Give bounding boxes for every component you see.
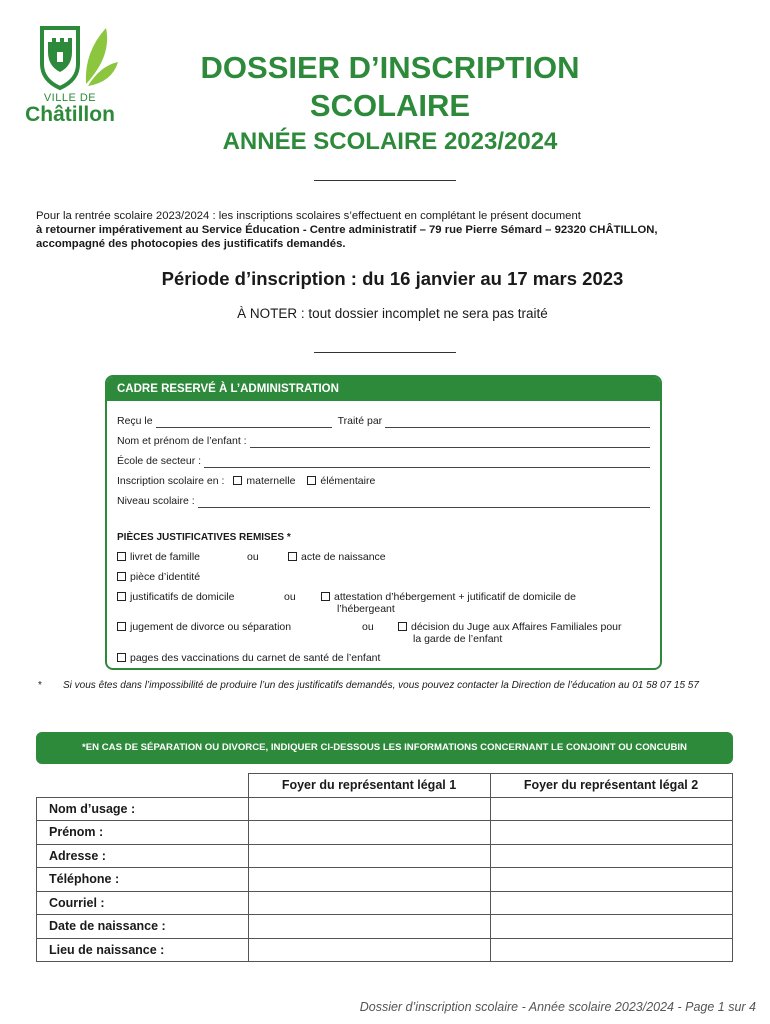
input-cell-representative-1[interactable] [248,915,490,939]
row-label: Téléphone : [37,868,249,892]
attestation-item [321,591,576,603]
input-cell-representative-2[interactable] [490,797,732,821]
table-row [37,891,733,915]
niveau-field[interactable] [198,497,650,508]
column-header-2: Foyer du représentant légal 2 [490,774,732,798]
table-header-row [37,774,733,798]
elementaire-checkbox[interactable] [307,476,316,485]
pieces-title: PIÈCES JUSTIFICATIVES REMISES * [117,532,291,543]
decision-label-2: la garde de l’enfant [413,633,503,645]
ou-label: ou [247,551,259,563]
page-title-line1: DOSSIER D’INSCRIPTION [200,50,580,85]
row-label: Lieu de naissance : [37,938,249,962]
input-cell-representative-1[interactable] [248,891,490,915]
footnote-star: * [38,680,42,691]
input-cell-representative-1[interactable] [248,938,490,962]
recu-label: Reçu le [117,415,153,427]
row-label: Date de naissance : [37,915,249,939]
livret-label: livret de famille [130,551,201,563]
livret-checkbox[interactable] [117,552,126,561]
ecole-row [117,454,650,468]
livret-item [117,551,200,563]
intro-bold-line2: accompagné des photocopies des justificatifs demandés. [36,238,346,250]
input-cell-representative-2[interactable] [490,938,732,962]
elementaire-label: élémentaire [320,475,376,487]
inscription-row [117,474,650,488]
table-row [37,797,733,821]
row-label: Nom d’usage : [37,797,249,821]
logo-ville-text: VILLE DE [43,92,97,104]
domicile-checkbox[interactable] [117,592,126,601]
domicile-item [117,591,234,603]
intro-paragraph [36,209,741,251]
attestation-label-2: l’hébergeant [337,603,395,615]
acte-label: acte de naissance [301,551,386,563]
niveau-row [117,494,650,508]
ecole-field[interactable] [204,457,650,468]
page-title-line2: SCOLAIRE [309,88,471,123]
nom-enfant-row [117,434,650,448]
identite-label: pièce d’identité [130,571,201,583]
logo-city-name: Châtillon [25,103,115,126]
admin-reserved-box [105,375,662,670]
inscription-label: Inscription scolaire en : [117,475,225,487]
input-cell-representative-2[interactable] [490,821,732,845]
traite-label: Traité par [337,415,383,427]
intro-bold-line1: à retourner impérativement au Service Éducation - Centre administratif – 79 rue Pierre Sémard – 92320 CHÂTILLON, [36,224,658,236]
input-cell-representative-2[interactable] [490,891,732,915]
incomplete-notice: À NOTER : tout dossier incomplet ne sera pas traité [237,306,548,321]
intro-text: Pour la rentrée scolaire 2023/2024 : les inscriptions scolaires s’effectuent en complétant le présent document [36,210,581,222]
vaccinations-item [117,652,380,664]
registration-period: Période d’inscription : du 16 janvier au 17 mars 2023 [161,268,624,289]
acte-item [288,551,386,563]
table-row [37,915,733,939]
decision-item [398,621,622,633]
input-cell-representative-2[interactable] [490,844,732,868]
ou-label: ou [284,591,296,603]
table-row [37,868,733,892]
attestation-label: attestation d’hébergement + jutificatif de domicile de [334,591,576,603]
jugement-item [117,621,291,633]
decision-label: décision du Juge aux Affaires Familiales pour [411,621,622,633]
input-cell-representative-1[interactable] [248,821,490,845]
ecole-label: École de secteur : [117,455,202,467]
input-cell-representative-1[interactable] [248,797,490,821]
footnote-text: Si vous êtes dans l’impossibilité de produire l’un des justificatifs demandés, vous pouvez contacter la Direction de l’éducation au 01 58 07 15 57 [63,680,699,691]
identite-checkbox[interactable] [117,572,126,581]
domicile-label: justificatifs de domicile [130,591,235,603]
nom-enfant-field[interactable] [250,437,650,448]
maternelle-checkbox[interactable] [233,476,242,485]
page-footer: Dossier d’inscription scolaire - Année scolaire 2023/2024 - Page 1 sur 4 [359,1000,756,1014]
maternelle-label: maternelle [246,475,296,487]
attestation-checkbox[interactable] [321,592,330,601]
table-row [37,821,733,845]
admin-box-header: CADRE RESERVÉ À L’ADMINISTRATION [107,377,660,401]
vaccinations-label: pages des vaccinations du carnet de santé de l’enfant [130,652,381,664]
vaccinations-checkbox[interactable] [117,653,126,662]
table-row [37,938,733,962]
recu-traite-row [117,414,650,428]
row-label: Adresse : [37,844,249,868]
column-header-1: Foyer du représentant légal 1 [248,774,490,798]
representatives-table [36,773,733,962]
input-cell-representative-2[interactable] [490,915,732,939]
separation-banner: *EN CAS DE SÉPARATION OU DIVORCE, INDIQUER CI-DESSOUS LES INFORMATIONS CONCERNANT LE CONJOINT OU CONCUBIN [36,732,733,764]
identite-item [117,571,200,583]
ou-label: ou [362,621,374,633]
page-subtitle: ANNÉE SCOLAIRE 2023/2024 [222,128,558,155]
divider [314,352,456,353]
traite-field[interactable] [385,417,650,428]
input-cell-representative-1[interactable] [248,868,490,892]
nom-enfant-label: Nom et prénom de l’enfant : [117,435,247,447]
jugement-checkbox[interactable] [117,622,126,631]
acte-checkbox[interactable] [288,552,297,561]
decision-checkbox[interactable] [398,622,407,631]
input-cell-representative-1[interactable] [248,844,490,868]
recu-field[interactable] [156,417,332,428]
table-corner [37,774,249,798]
row-label: Prénom : [37,821,249,845]
row-label: Courriel : [37,891,249,915]
table-row [37,844,733,868]
divider [314,180,456,181]
niveau-label: Niveau scolaire : [117,495,195,507]
jugement-label: jugement de divorce ou séparation [130,621,292,633]
input-cell-representative-2[interactable] [490,868,732,892]
